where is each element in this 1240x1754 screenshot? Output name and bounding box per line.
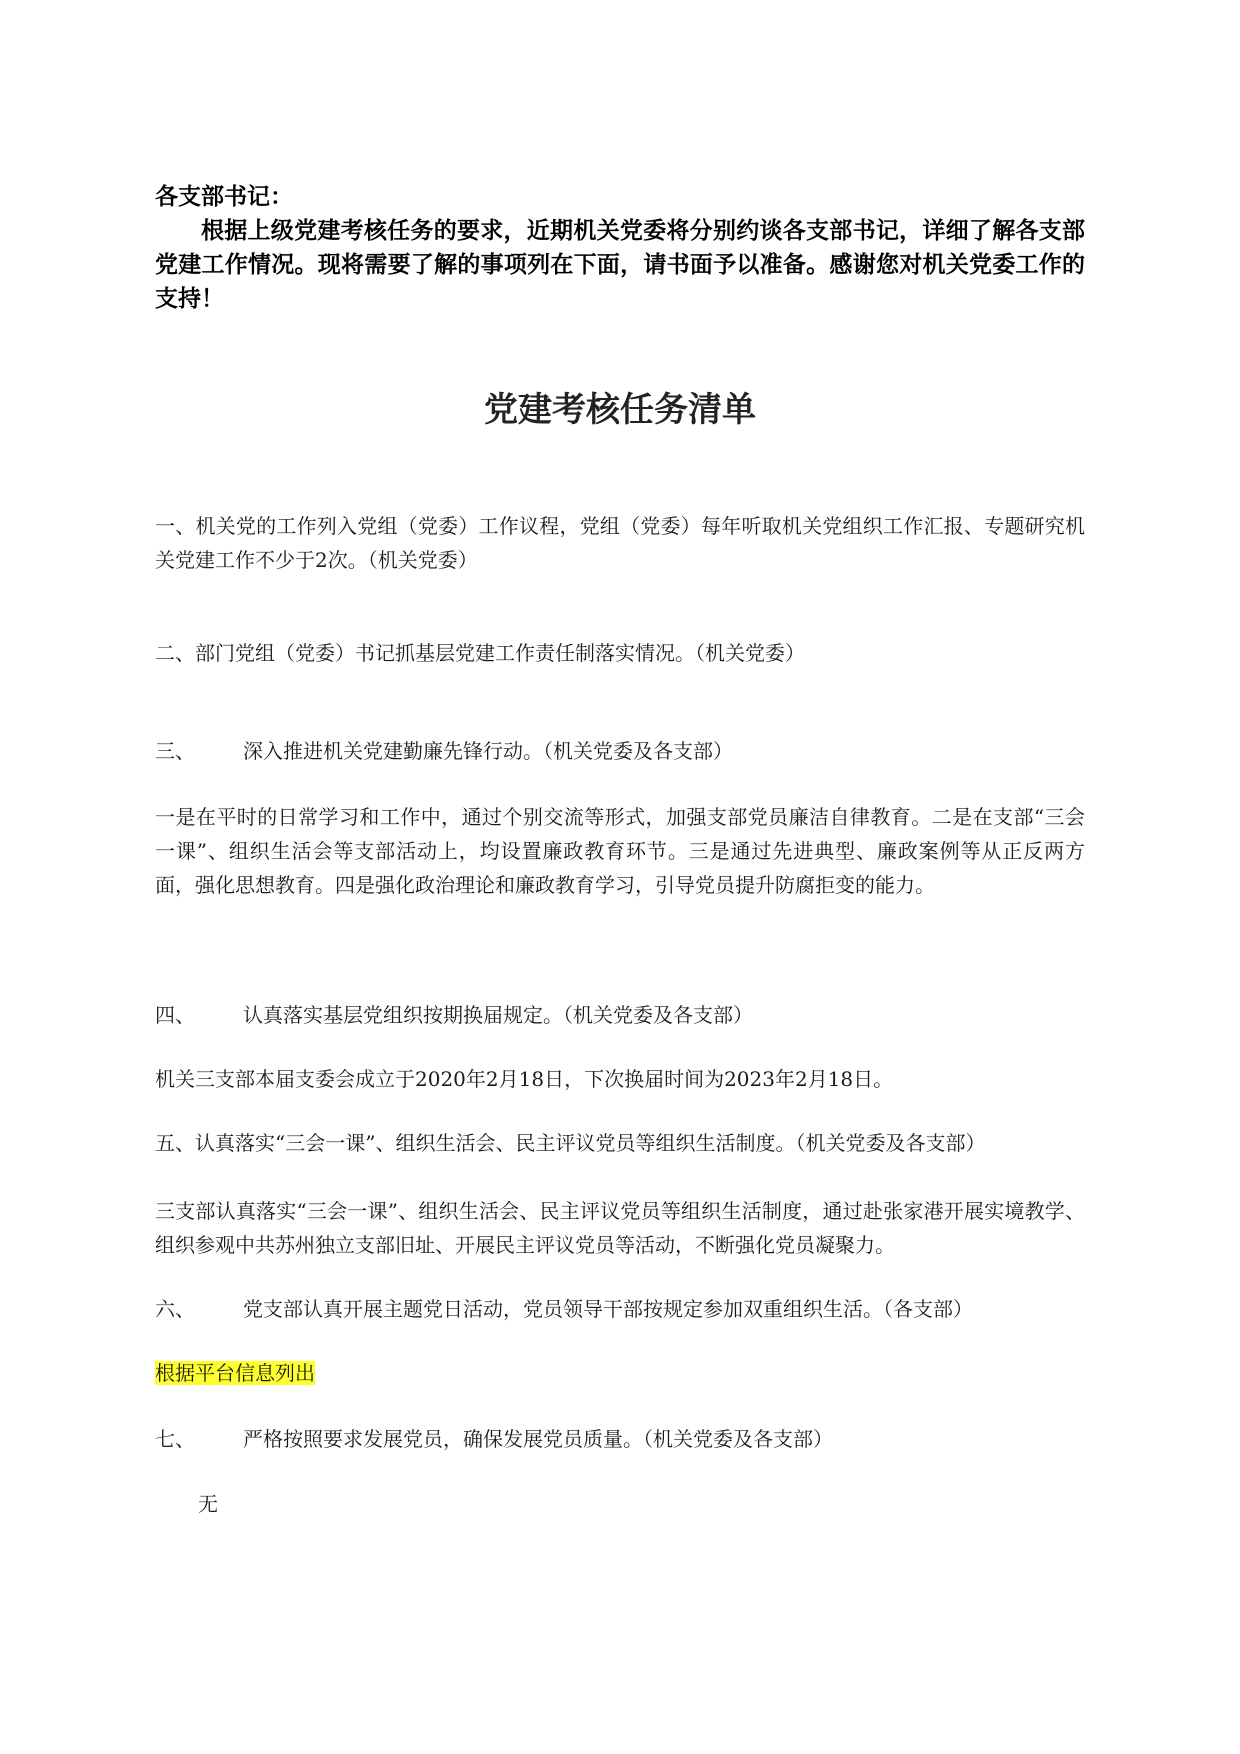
task-item-3-text: 深入推进机关党建勤廉先锋行动。（机关党委及各支部） [243,739,733,763]
task-item-6 [155,1292,1085,1326]
task-item-3-detail: 一是在平时的日常学习和工作中，通过个别交流等形式，加强支部党员廉洁自律教育。二是在支部“三会一课”、组织生活会等支部活动上，均设置廉政教育环节。三是通过先进典型、廉政案例等从正反两方面，强化思想教育。四是强化政治理论和廉政教育学习，引导党员提升防腐拒变的能力。 [155,805,1085,897]
task-item-5-detail: 三支部认真落实“三会一课”、组织生活会、民主评议党员等组织生活制度，通过赴张家港开展实境教学、组织参观中共苏州独立支部旧址、开展民主评议党员等活动，不断强化党员凝聚力。 [155,1199,1085,1257]
task-item-4-detail: 机关三支部本届支委会成立于2020年2月18日，下次换届时间为2023年2月18日。 [155,1067,894,1091]
task-item-6-number: 六、 [155,1297,195,1321]
task-item-3 [155,734,1085,768]
task-item-4-number: 四、 [155,1003,195,1027]
task-item-3-number: 三、 [155,739,195,763]
document-title: 党建考核任务清单 [484,390,756,430]
task-item-7-text: 严格按照要求发展党员，确保发展党员质量。（机关党委及各支部） [243,1427,833,1451]
task-item-7 [155,1422,1085,1456]
task-item-7-detail: 无 [198,1492,218,1516]
intro-paragraph: 根据上级党建考核任务的要求，近期机关党委将分别约谈各支部书记，详细了解各支部党建工作情况。现将需要了解的事项列在下面，请书面予以准备。感谢您对机关党委工作的支持！ [155,218,1085,312]
salutation: 各支部书记： [155,184,293,210]
task-item-6-note [155,1356,1085,1390]
highlighted-note: 根据平台信息列出 [155,1361,315,1385]
task-item-6-text: 党支部认真开展主题党日活动，党员领导干部按规定参加双重组织生活。（各支部） [243,1297,973,1321]
task-item-4 [155,998,1085,1032]
task-item-1: 一、机关党的工作列入党组（党委）工作议程，党组（党委）每年听取机关党组织工作汇报、专题研究机关党建工作不少于2次。（机关党委） [155,514,1085,572]
task-item-5: 五、认真落实“三会一课”、组织生活会、民主评议党员等组织生活制度。（机关党委及各支部） [155,1131,986,1155]
task-item-2: 二、部门党组（党委）书记抓基层党建工作责任制落实情况。（机关党委） [155,641,805,665]
task-item-7-number: 七、 [155,1427,195,1451]
task-item-4-text: 认真落实基层党组织按期换届规定。（机关党委及各支部） [243,1003,753,1027]
